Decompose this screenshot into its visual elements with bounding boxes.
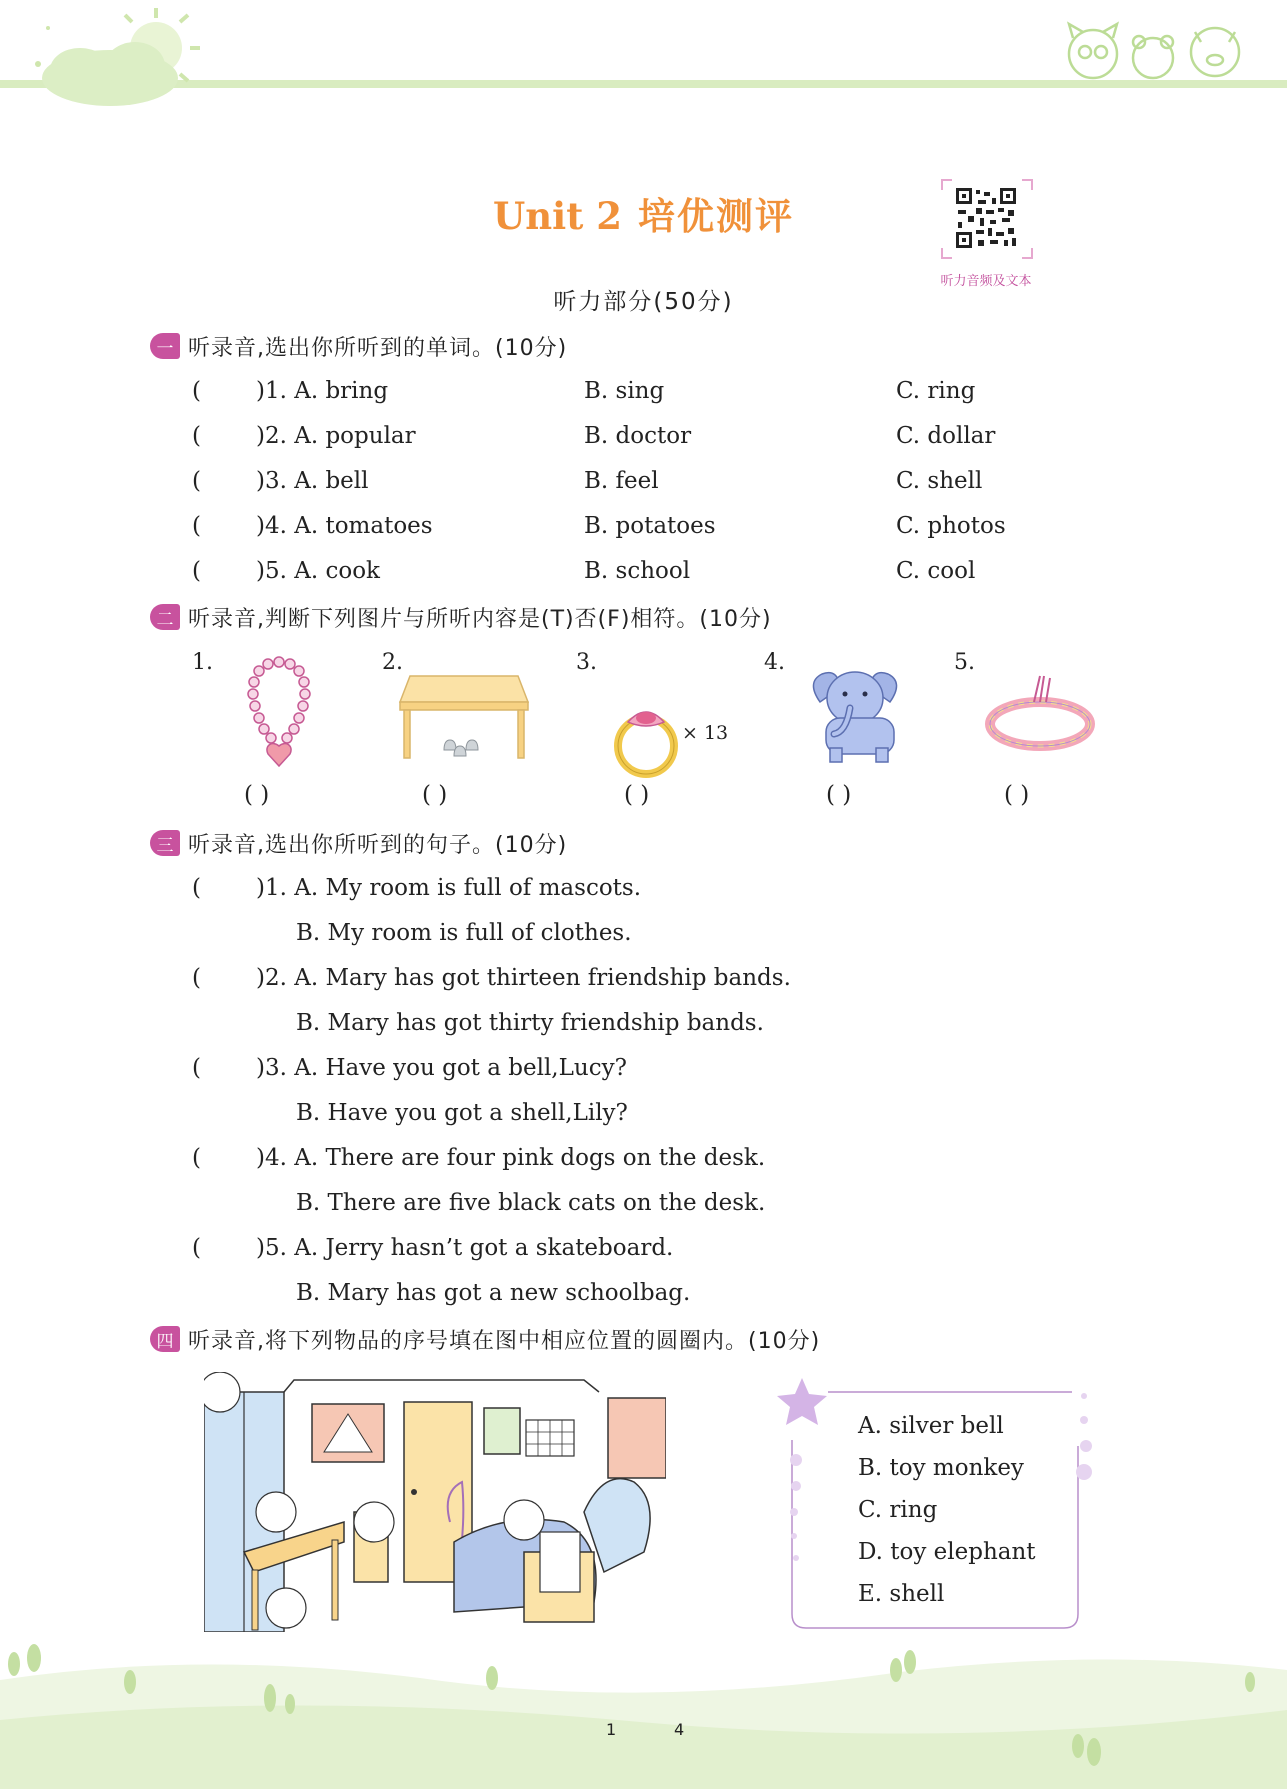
section-1-badge: 一 xyxy=(150,333,180,359)
sentence-q3-b: B. Have you got a shell,Lily? xyxy=(296,1100,628,1126)
footer-hills xyxy=(0,1640,1287,1789)
picture-2-number: 2. xyxy=(382,650,403,675)
word-q1-b: B. sing xyxy=(584,378,665,404)
picture-1-answer[interactable]: ( ) xyxy=(244,782,270,808)
sentence-q1-b: B. My room is full of clothes. xyxy=(296,920,632,946)
answer-paren-4[interactable]: ( xyxy=(192,513,201,539)
word-q3: )3. A. bell xyxy=(256,468,369,494)
necklace-icon xyxy=(232,652,326,770)
sentence-q2-b: B. Mary has got thirty friendship bands. xyxy=(296,1010,764,1036)
qr-caption: 听力音频及文本 xyxy=(940,274,1032,289)
title-unit: Unit 2 xyxy=(493,194,622,238)
section-3-header xyxy=(150,827,567,859)
picture-4-number: 4. xyxy=(764,650,785,675)
answer-paren-3[interactable]: ( xyxy=(192,468,201,494)
word-q4-c: C. photos xyxy=(896,513,1006,539)
word-q5-b: B. school xyxy=(584,558,691,584)
section-4-instruction: 听录音,将下列物品的序号填在图中相应位置的圆圈内。(10分) xyxy=(188,1328,821,1354)
friendship-band-icon xyxy=(984,672,1096,756)
word-q4: )4. A. tomatoes xyxy=(256,513,433,539)
section-2-badge: 二 xyxy=(150,604,180,630)
ring-count-note: × 13 xyxy=(682,722,729,744)
list-item-b: B. toy monkey xyxy=(858,1455,1024,1481)
sentence-q5-a: )5. A. Jerry hasn’t got a skateboard. xyxy=(256,1235,674,1261)
page-title xyxy=(0,186,1287,240)
answer-paren-1[interactable]: ( xyxy=(192,378,201,404)
picture-5-number: 5. xyxy=(954,650,975,675)
answer-paren-5[interactable]: ( xyxy=(192,558,201,584)
word-q4-b: B. potatoes xyxy=(584,513,716,539)
page-number-left: 1 xyxy=(606,1720,617,1739)
page-number-right: 4 xyxy=(674,1720,685,1739)
part-title: 听力部分(50分) xyxy=(553,289,734,315)
picture-3-number: 3. xyxy=(576,650,597,675)
sentence-q2-a: )2. A. Mary has got thirteen friendship bands. xyxy=(256,965,791,991)
list-item-a: A. silver bell xyxy=(858,1413,1004,1439)
cloud-sun-icon xyxy=(0,0,220,115)
word-q5-c: C. cool xyxy=(896,558,976,584)
list-item-c: C. ring xyxy=(858,1497,938,1523)
sentence-q3-a: )3. A. Have you got a bell,Lucy? xyxy=(256,1055,627,1081)
word-q2-c: C. dollar xyxy=(896,423,996,449)
picture-4-answer[interactable]: ( ) xyxy=(826,782,852,808)
word-q1: )1. A. bring xyxy=(256,378,389,404)
qr-frame xyxy=(940,178,1034,260)
section-3-badge: 三 xyxy=(150,830,180,856)
picture-5-answer[interactable]: ( ) xyxy=(1004,782,1030,808)
picture-3-answer[interactable]: ( ) xyxy=(624,782,650,808)
title-chinese: 培优测评 xyxy=(637,195,794,238)
picture-2-answer[interactable]: ( ) xyxy=(422,782,448,808)
word-q5: )5. A. cook xyxy=(256,558,380,584)
section-1-header xyxy=(150,330,567,362)
answer-paren-2[interactable]: ( xyxy=(192,423,201,449)
sentence-q4-a: )4. A. There are four pink dogs on the desk. xyxy=(256,1145,766,1171)
list-item-d: D. toy elephant xyxy=(858,1539,1036,1565)
sentence-q5-b: B. Mary has got a new schoolbag. xyxy=(296,1280,691,1306)
word-q2: )2. A. popular xyxy=(256,423,416,449)
table-with-bells-icon xyxy=(396,672,530,762)
section-3-instruction: 听录音,选出你所听到的句子。(10分) xyxy=(188,832,568,858)
word-q1-c: C. ring xyxy=(896,378,976,404)
list-item-e: E. shell xyxy=(858,1581,945,1607)
ring-icon xyxy=(610,704,682,778)
bedroom-illustration xyxy=(204,1372,666,1632)
sentence-paren-4[interactable]: ( xyxy=(192,1145,201,1171)
picture-1-number: 1. xyxy=(192,650,213,675)
sentence-q1-a: )1. A. My room is full of mascots. xyxy=(256,875,642,901)
section-4-badge: 四 xyxy=(150,1326,180,1352)
sentence-q4-b: B. There are five black cats on the desk. xyxy=(296,1190,766,1216)
elephant-icon xyxy=(800,662,910,766)
section-1-instruction: 听录音,选出你所听到的单词。(10分) xyxy=(188,335,568,361)
word-q3-c: C. shell xyxy=(896,468,983,494)
sentence-paren-2[interactable]: ( xyxy=(192,965,201,991)
sentence-paren-3[interactable]: ( xyxy=(192,1055,201,1081)
word-q2-b: B. doctor xyxy=(584,423,692,449)
sentence-paren-5[interactable]: ( xyxy=(192,1235,201,1261)
word-q3-b: B. feel xyxy=(584,468,659,494)
section-2-header xyxy=(150,601,772,633)
animal-faces-icon xyxy=(1055,20,1255,85)
section-4-header xyxy=(150,1323,820,1355)
sentence-paren-1[interactable]: ( xyxy=(192,875,201,901)
section-2-instruction: 听录音,判断下列图片与所听内容是(T)否(F)相符。(10分) xyxy=(188,606,772,632)
